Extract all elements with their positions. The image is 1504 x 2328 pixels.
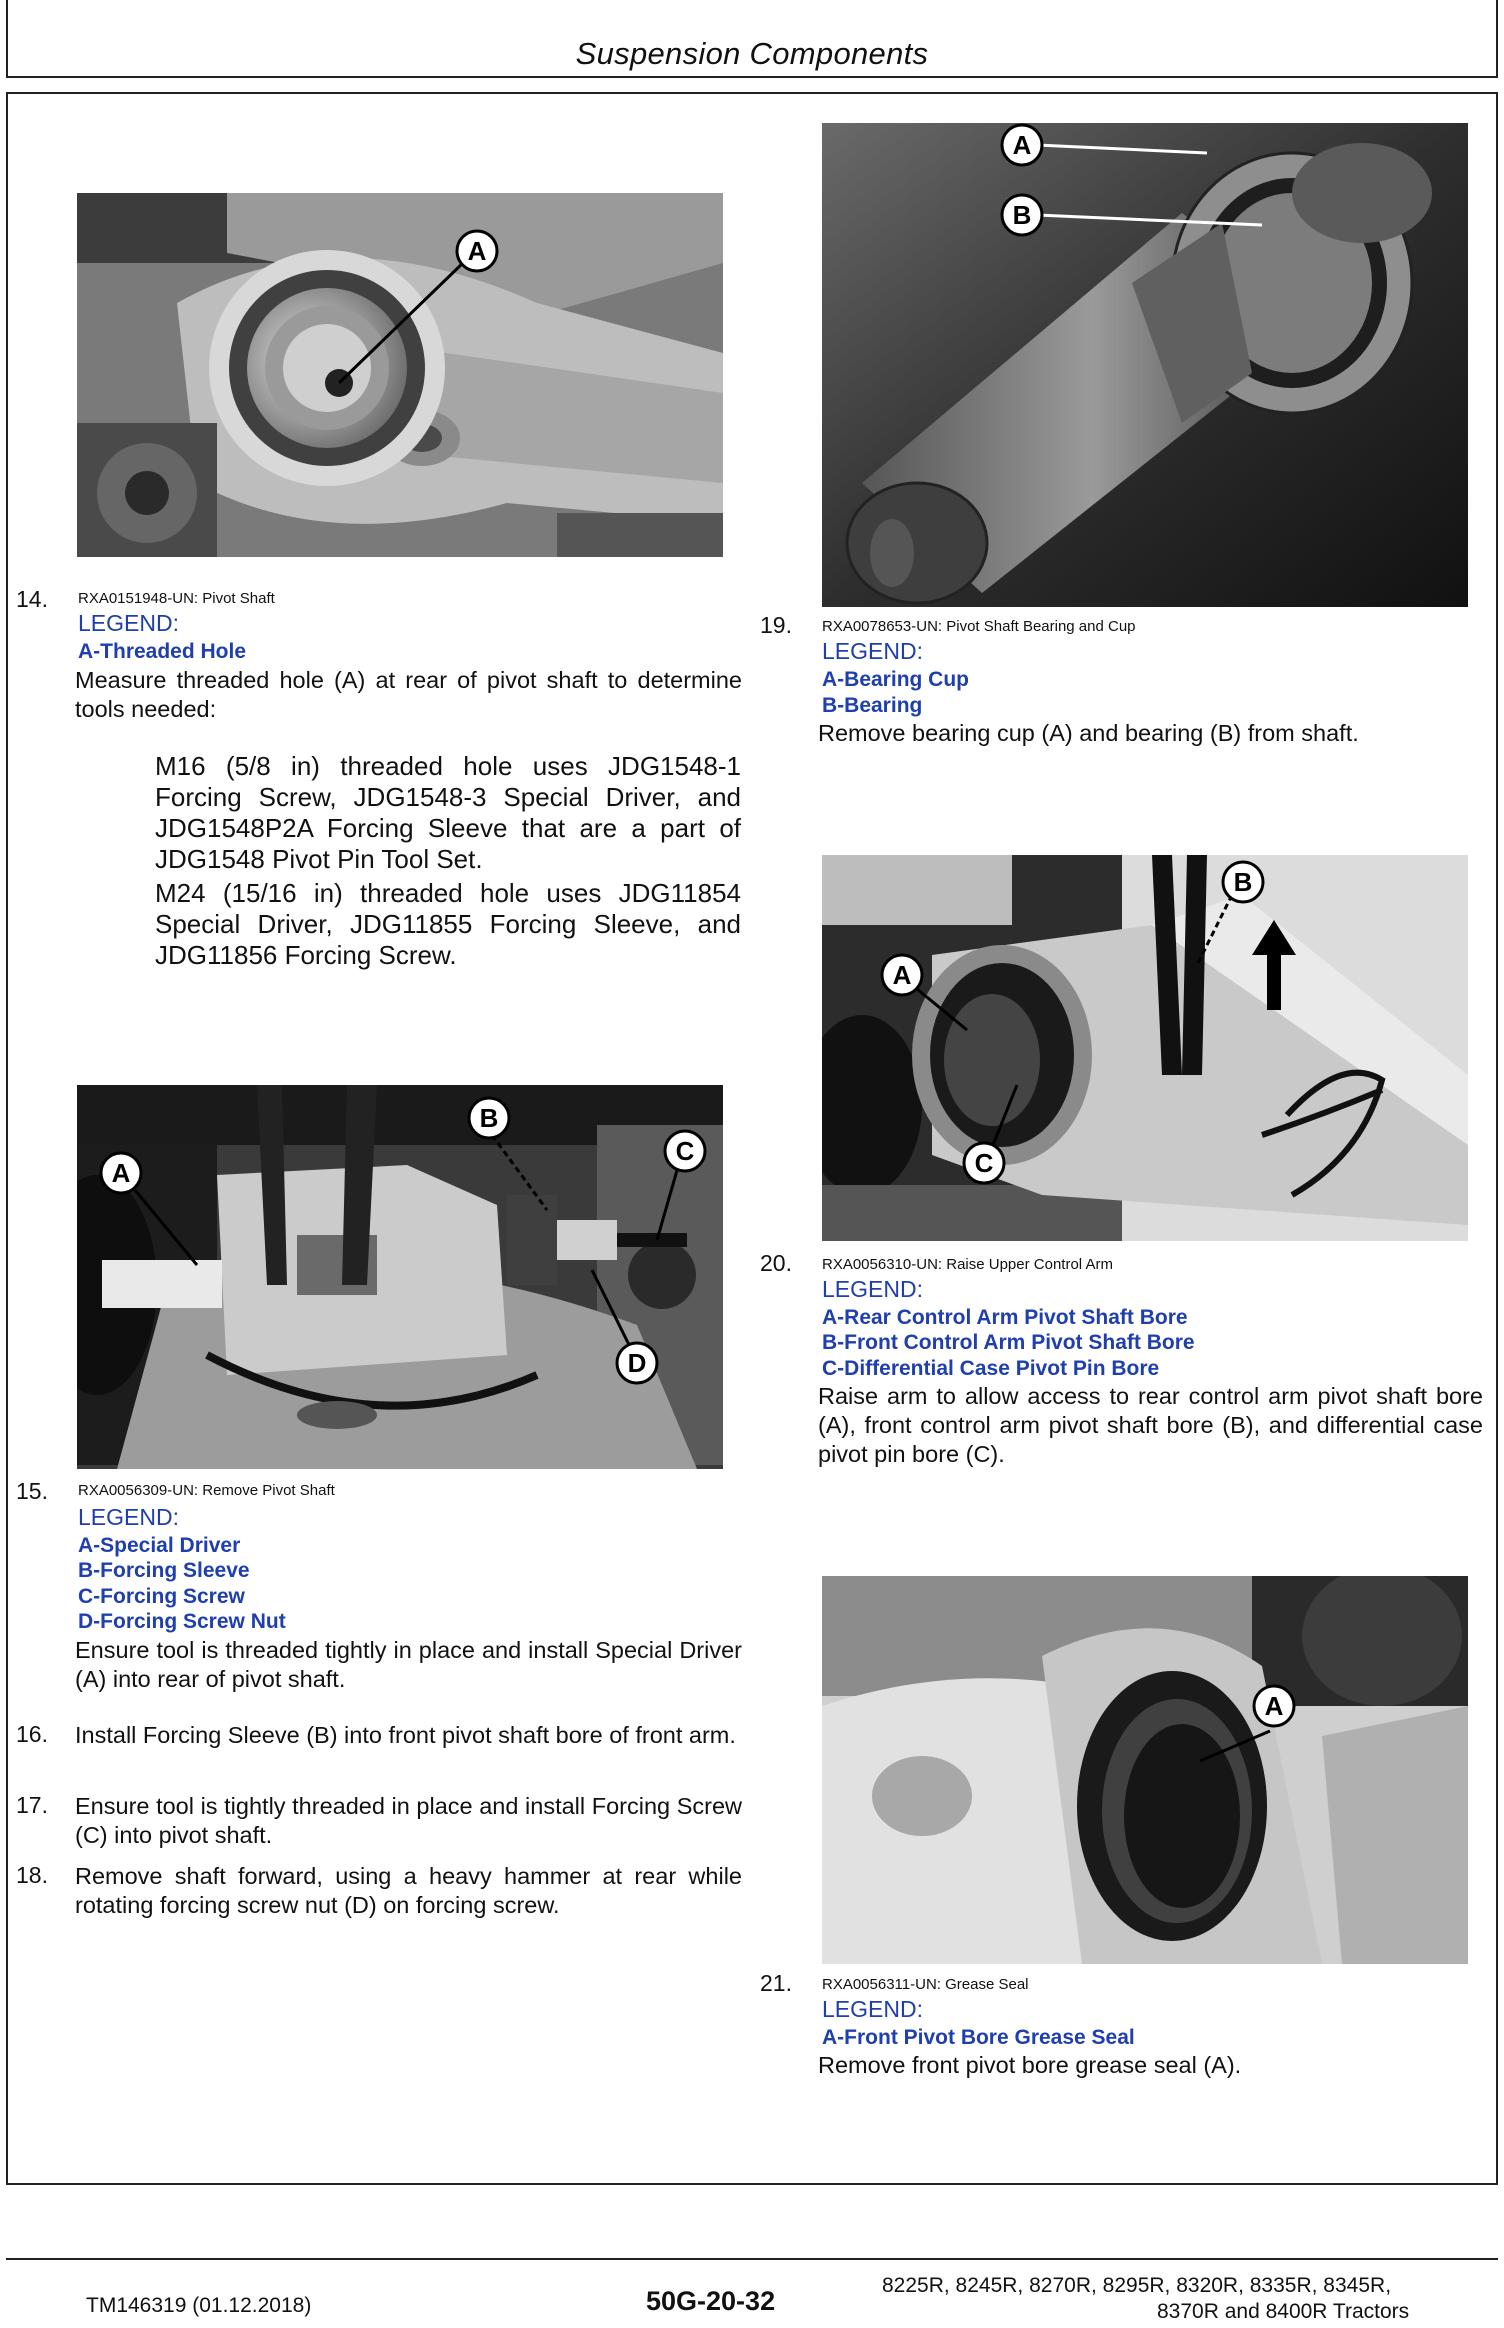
legend-title: LEGEND: <box>822 638 923 664</box>
legend-title: LEGEND: <box>78 610 179 636</box>
callout-b-15: B <box>479 1103 499 1133</box>
step-number: 15. <box>16 1478 48 1504</box>
legend-item: A-Threaded Hole <box>78 640 247 663</box>
legend-item: C-Forcing Screw <box>78 1585 245 1608</box>
step-text: Measure threaded hole (A) at rear of pivot shaft to determine tools needed: <box>75 667 742 722</box>
step-text: Ensure tool is threaded tightly in place and install Special Driver (A) into rear of pivot shaft. <box>75 1637 742 1692</box>
step-text: Remove bearing cup (A) and bearing (B) from shaft. <box>818 720 1359 746</box>
step-text: Install Forcing Sleeve (B) into front pivot shaft bore of front arm. <box>75 1722 736 1748</box>
step-number: 18. <box>16 1862 48 1888</box>
figure-caption: RXA0056309-UN: Remove Pivot Shaft <box>78 1482 335 1499</box>
legend-item: B-Front Control Arm Pivot Shaft Bore <box>822 1331 1195 1354</box>
legend-item: A-Front Pivot Bore Grease Seal <box>822 2026 1135 2049</box>
page-title: Suspension Components <box>575 36 929 71</box>
step-number: 17. <box>16 1792 48 1818</box>
step-text: Ensure tool is tightly threaded in place and install Forcing Screw (C) into pivot shaft. <box>75 1793 742 1848</box>
callout-b-20: B <box>1233 867 1253 897</box>
footer-page-number: 50G-20-32 <box>646 2286 776 2316</box>
figure-caption: RXA0078653-UN: Pivot Shaft Bearing and Cup <box>822 618 1136 635</box>
photo-bearing-cup <box>822 123 1468 607</box>
legend-item: B-Forcing Sleeve <box>78 1559 250 1582</box>
photo-remove-pivot-shaft <box>77 1085 723 1469</box>
callout-a-14: A <box>467 236 487 266</box>
footer-doc-id: TM146319 (01.12.2018) <box>86 2294 312 2317</box>
legend-title: LEGEND: <box>78 1504 179 1530</box>
step-text: Remove front pivot bore grease seal (A). <box>818 2052 1242 2078</box>
legend-title: LEGEND: <box>822 1276 923 1302</box>
figure-caption: RXA0056311-UN: Grease Seal <box>822 1976 1029 1993</box>
photo-pivot-shaft <box>77 193 723 557</box>
legend-item: A-Special Driver <box>78 1534 241 1557</box>
step-number: 19. <box>760 612 792 638</box>
photo-raise-control-arm <box>822 855 1468 1241</box>
step-number: 16. <box>16 1721 48 1747</box>
legend-item: A-Rear Control Arm Pivot Shaft Bore <box>822 1306 1188 1329</box>
footer-models: 8370R and 8400R Tractors <box>1157 2300 1410 2323</box>
figure-caption: RXA0151948-UN: Pivot Shaft <box>78 590 275 607</box>
legend-item: B-Bearing <box>822 694 923 717</box>
step-number: 20. <box>760 1250 792 1276</box>
callout-a-21: A <box>1264 1691 1284 1721</box>
callout-a-20: A <box>892 960 912 990</box>
legend-item: D-Forcing Screw Nut <box>78 1610 286 1633</box>
photo-grease-seal <box>822 1576 1468 1964</box>
callout-d-15: D <box>627 1348 647 1378</box>
legend-item: C-Differential Case Pivot Pin Bore <box>822 1357 1160 1380</box>
sub-paragraph: M16 (5/8 in) threaded hole uses JDG1548-1 Forcing Screw, JDG1548-3 Special Driver, and JDG1548P2A Forcing Sleeve that are a part of JDG1548 Pivot Pin Tool Set. <box>155 751 741 874</box>
figure-caption: RXA0056310-UN: Raise Upper Control Arm <box>822 1256 1113 1273</box>
callout-c-20: C <box>974 1148 994 1178</box>
step-number: 14. <box>16 586 48 612</box>
legend-title: LEGEND: <box>822 1996 923 2022</box>
sub-paragraph: M24 (15/16 in) threaded hole uses JDG11854 Special Driver, JDG11855 Forcing Sleeve, and JDG11856 Forcing Screw. <box>155 878 741 970</box>
callout-c-15: C <box>675 1136 695 1166</box>
footer-divider <box>6 2258 1498 2260</box>
callout-b-19: B <box>1012 200 1032 230</box>
step-text: Remove shaft forward, using a heavy hammer at rear while rotating forcing screw nut (D) on forcing screw. <box>75 1863 742 1918</box>
callout-a-15: A <box>111 1158 131 1188</box>
footer-models: 8225R, 8245R, 8270R, 8295R, 8320R, 8335R, 8345R, <box>882 2274 1392 2297</box>
legend-item: A-Bearing Cup <box>822 668 969 691</box>
step-text: Raise arm to allow access to rear control arm pivot shaft bore (A), front control arm pivot shaft bore (B), and differential case pivot pin bore (C). <box>818 1383 1483 1467</box>
callout-a-19: A <box>1012 130 1032 160</box>
step-number: 21. <box>760 1970 792 1996</box>
